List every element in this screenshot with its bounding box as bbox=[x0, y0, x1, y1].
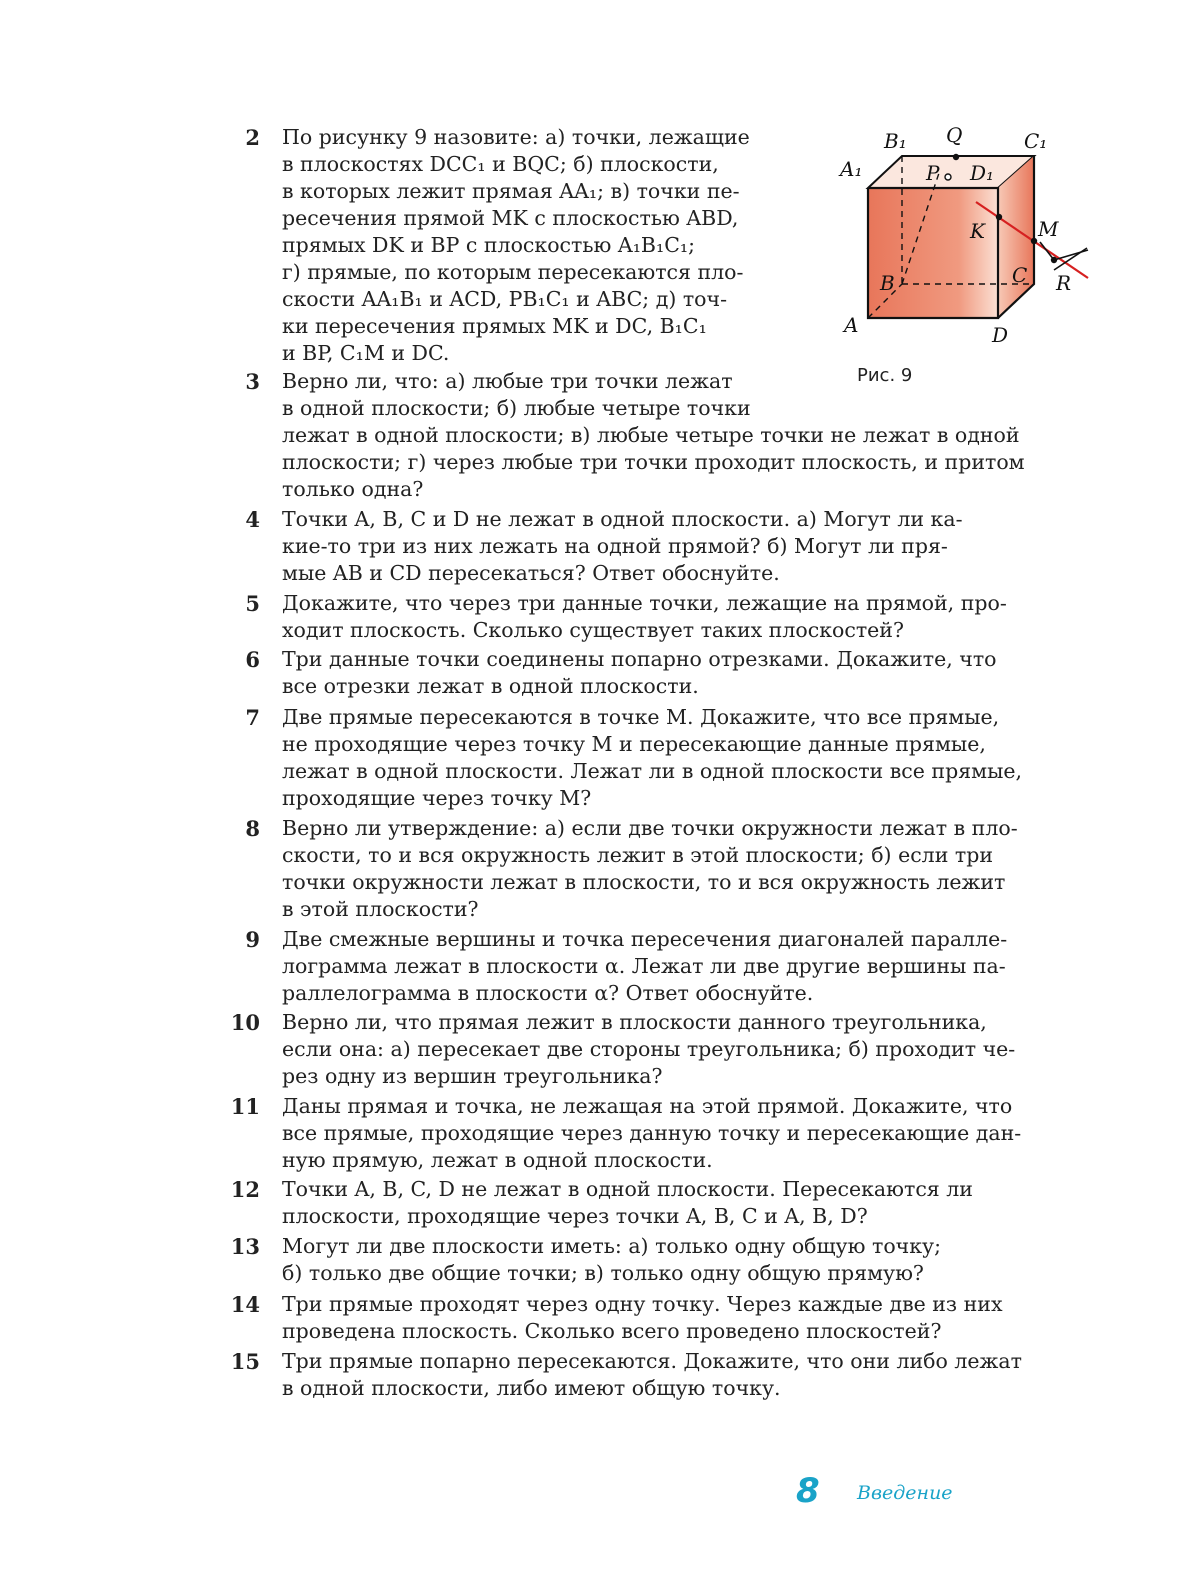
point-k bbox=[996, 214, 1002, 220]
figure-caption: Рис. 9 bbox=[857, 365, 913, 386]
problem-number: 3 bbox=[245, 369, 260, 394]
text-line: лограмма лежат в плоскости α. Лежат ли две другие вершины па- bbox=[282, 954, 1006, 978]
point-p bbox=[945, 174, 951, 180]
text-line: Верно ли, что: а) любые три точки лежат bbox=[282, 369, 733, 393]
label-a1: A₁ bbox=[840, 157, 863, 181]
text-line: в одной плоскости; б) любые четыре точки bbox=[282, 396, 751, 420]
cube-figure bbox=[840, 120, 1114, 400]
text-line: скости, то и вся окружность лежит в этой плоскости; б) если три bbox=[282, 843, 994, 867]
label-b1: B₁ bbox=[884, 129, 907, 153]
problem-number: 5 bbox=[245, 591, 260, 616]
text-line: Три прямые проходят через одну точку. Через каждые две из них bbox=[282, 1292, 1003, 1316]
text-line: б) только две общие точки; в) только одну общую прямую? bbox=[282, 1261, 924, 1285]
problem-number: 7 bbox=[245, 705, 260, 730]
text-line: плоскости, проходящие через точки A, B, C и A, B, D? bbox=[282, 1204, 868, 1228]
text-line: только одна? bbox=[282, 477, 424, 501]
text-line: кие-то три из них лежать на одной прямой? б) Могут ли пря- bbox=[282, 534, 948, 558]
problem-number: 10 bbox=[230, 1010, 260, 1035]
text-line: Две смежные вершины и точка пересечения диагоналей паралле- bbox=[282, 927, 1008, 951]
problem-number: 6 bbox=[245, 647, 260, 672]
text-line: не проходящие через точку M и пересекающие данные прямые, bbox=[282, 732, 986, 756]
line-mr bbox=[1040, 242, 1054, 260]
label-d1: D₁ bbox=[970, 161, 995, 185]
problem-number: 8 bbox=[245, 816, 260, 841]
text-line: в этой плоскости? bbox=[282, 897, 479, 921]
problem-text bbox=[282, 1176, 1106, 1230]
problem-text bbox=[282, 1009, 1106, 1090]
text-line: если она: а) пересекает две стороны треугольника; б) проходит че- bbox=[282, 1037, 1016, 1061]
text-line: Докажите, что через три данные точки, лежащие на прямой, про- bbox=[282, 591, 1007, 615]
problem-text bbox=[282, 506, 1106, 587]
text-line: раллелограмма в плоскости α? Ответ обоснуйте. bbox=[282, 981, 814, 1005]
text-line: Могут ли две плоскости иметь: а) только одну общую точку; bbox=[282, 1234, 942, 1258]
label-c: C bbox=[1012, 263, 1028, 287]
text-line: все прямые, проходящие через данную точку и пересекающие дан- bbox=[282, 1121, 1022, 1145]
text-line: все отрезки лежат в одной плоскости. bbox=[282, 674, 699, 698]
text-line: плоскости; г) через любые три точки проходит плоскость, и притом bbox=[282, 450, 1025, 474]
page-number: 8 bbox=[796, 1471, 820, 1511]
label-d: D bbox=[992, 323, 1009, 347]
text-line: Даны прямая и точка, не лежащая на этой прямой. Докажите, что bbox=[282, 1094, 1013, 1118]
problem-text bbox=[282, 124, 818, 367]
text-line: рез одну из вершин треугольника? bbox=[282, 1064, 663, 1088]
text-line: лежат в одной плоскости. Лежат ли в одной плоскости все прямые, bbox=[282, 759, 1023, 783]
text-line: г) прямые, по которым пересекаются пло- bbox=[282, 260, 744, 284]
label-b: B bbox=[880, 271, 895, 295]
label-r: R bbox=[1056, 271, 1072, 295]
problem-number: 9 bbox=[245, 927, 260, 952]
problem-number: 14 bbox=[230, 1292, 260, 1317]
problem-number: 2 bbox=[245, 125, 260, 150]
label-a: A bbox=[844, 313, 859, 337]
label-p: P bbox=[926, 161, 940, 185]
text-line: в которых лежит прямая AA₁; в) точки пе- bbox=[282, 179, 740, 203]
label-m: M bbox=[1038, 217, 1059, 241]
problem-number: 15 bbox=[230, 1349, 260, 1374]
text-line: Верно ли утверждение: а) если две точки окружности лежат в пло- bbox=[282, 816, 1018, 840]
problem-text bbox=[282, 704, 1106, 812]
problem-number: 12 bbox=[230, 1177, 260, 1202]
text-line: ки пересечения прямых MK и DC, B₁C₁ bbox=[282, 314, 707, 338]
text-line: Три прямые попарно пересекаются. Докажите, что они либо лежат bbox=[282, 1349, 1022, 1373]
point-r bbox=[1051, 257, 1057, 263]
problem-text bbox=[282, 646, 1106, 700]
label-q: Q bbox=[946, 123, 963, 147]
text-line: Верно ли, что прямая лежит в плоскости данного треугольника, bbox=[282, 1010, 987, 1034]
point-q bbox=[953, 154, 959, 160]
problem-text bbox=[282, 590, 1106, 644]
problem-number: 11 bbox=[230, 1094, 260, 1119]
label-c1: C₁ bbox=[1024, 129, 1048, 153]
text-line: скости AA₁B₁ и ACD, PB₁C₁ и ABC; д) точ- bbox=[282, 287, 728, 311]
text-line: По рисунку 9 назовите: а) точки, лежащие bbox=[282, 125, 750, 149]
text-line: прямых DK и BP с плоскостью A₁B₁C₁; bbox=[282, 233, 696, 257]
point-m bbox=[1031, 238, 1037, 244]
text-line: в плоскостях DCC₁ и BQC; б) плоскости, bbox=[282, 152, 719, 176]
text-line: Точки A, B, C, D не лежат в одной плоскости. Пересекаются ли bbox=[282, 1177, 973, 1201]
text-line: ресечения прямой MK с плоскостью ABD, bbox=[282, 206, 739, 230]
text-line: Точки A, B, C и D не лежат в одной плоскости. а) Могут ли ка- bbox=[282, 507, 963, 531]
text-line: в одной плоскости, либо имеют общую точку. bbox=[282, 1376, 781, 1400]
problem-text bbox=[282, 1093, 1106, 1174]
section-title: Введение bbox=[857, 1482, 953, 1504]
problem-number: 4 bbox=[245, 507, 260, 532]
text-line: ную прямую, лежат в одной плоскости. bbox=[282, 1148, 713, 1172]
text-line: ходит плоскость. Сколько существует таких плоскостей? bbox=[282, 618, 904, 642]
text-line: проходящие через точку M? bbox=[282, 786, 592, 810]
text-line: мые AB и CD пересекаться? Ответ обоснуйте. bbox=[282, 561, 780, 585]
text-line: точки окружности лежат в плоскости, то и вся окружность лежит bbox=[282, 870, 1006, 894]
problem-text bbox=[282, 815, 1106, 923]
problem-text bbox=[282, 1291, 1106, 1345]
problem-text bbox=[282, 926, 1106, 1007]
text-line: проведена плоскость. Сколько всего проведено плоскостей? bbox=[282, 1319, 942, 1343]
problem-text bbox=[282, 1348, 1106, 1402]
label-k: K bbox=[970, 219, 985, 243]
text-line: Две прямые пересекаются в точке M. Докажите, что все прямые, bbox=[282, 705, 1000, 729]
text-line: лежат в одной плоскости; в) любые четыре точки не лежат в одной bbox=[282, 423, 1020, 447]
problem-number: 13 bbox=[230, 1234, 260, 1259]
text-line: и BP, C₁M и DC. bbox=[282, 341, 450, 365]
problem-text bbox=[282, 1233, 1106, 1287]
text-line: Три данные точки соединены попарно отрезками. Докажите, что bbox=[282, 647, 997, 671]
